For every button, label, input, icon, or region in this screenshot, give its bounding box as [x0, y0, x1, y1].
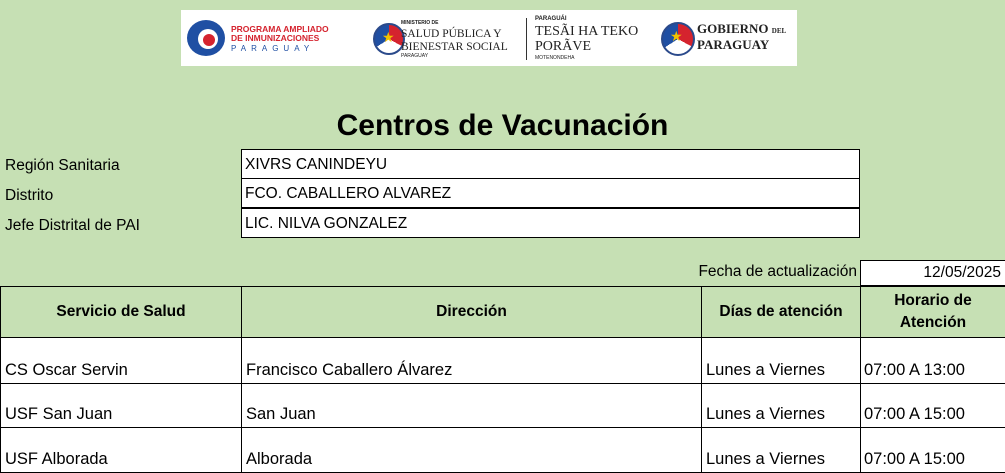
- cell-direccion[interactable]: Alborada: [242, 428, 702, 473]
- msp-logo-small: MINISTERIO DE: [401, 20, 439, 26]
- table-row: [1, 338, 1005, 384]
- cell-horario[interactable]: 07:00 A 15:00: [861, 428, 1005, 473]
- distrito-field[interactable]: [241, 178, 860, 208]
- logo-divider: [526, 18, 527, 60]
- cell-dias[interactable]: Lunes a Viernes: [702, 428, 861, 473]
- pai-logo-text: PROGRAMA AMPLIADO DE INMUNIZACIONES: [231, 25, 329, 43]
- distrito-label: Distrito: [5, 187, 53, 205]
- cell-servicio[interactable]: USF San Juan: [1, 384, 242, 428]
- gobierno-seal-icon: [661, 22, 695, 56]
- header-servicio: Servicio de Salud: [1, 287, 242, 338]
- cell-servicio[interactable]: USF Alborada: [1, 428, 242, 473]
- cell-servicio[interactable]: CS Oscar Servin: [1, 338, 242, 384]
- jefe-field[interactable]: [241, 208, 860, 238]
- page-title: Centros de Vacunación: [0, 106, 1005, 146]
- cell-direccion[interactable]: San Juan: [242, 384, 702, 428]
- header-dias: Días de atención: [702, 287, 861, 338]
- fecha-value: 12/05/2025: [923, 264, 1001, 282]
- fecha-field[interactable]: [860, 260, 1005, 286]
- cell-dias[interactable]: Lunes a Viernes: [702, 338, 861, 384]
- header-horario: Horario de Atención: [861, 287, 1005, 338]
- table-header-row: [1, 287, 1005, 338]
- cell-horario[interactable]: 07:00 A 13:00: [861, 338, 1005, 384]
- jefe-label: Jefe Distrital de PAI: [5, 217, 140, 235]
- pai-logo-icon: [187, 20, 225, 56]
- fecha-label: Fecha de actualización: [698, 263, 857, 281]
- pai-logo: [181, 10, 356, 66]
- msp-logo-text: SALUD PÚBLICA Y BIENESTAR SOCIAL: [401, 28, 508, 54]
- tesai-logo-text: TESÃI HA TEKO PORÃVE: [535, 24, 638, 54]
- gobierno-logo-text: GOBIERNO DEL PARAGUAY: [697, 22, 786, 52]
- tesai-logo-foot: MOTENONDEHA: [535, 55, 574, 61]
- cell-direccion[interactable]: Francisco Caballero Álvarez: [242, 338, 702, 384]
- table-row: [1, 384, 1005, 428]
- region-field[interactable]: [241, 149, 860, 179]
- centros-table: [0, 286, 1005, 473]
- region-value: XIVRS CANINDEYU: [245, 156, 387, 174]
- distrito-value: FCO. CABALLERO ALVAREZ: [245, 185, 451, 203]
- cell-horario[interactable]: 07:00 A 15:00: [861, 384, 1005, 428]
- logo-banner: [181, 10, 797, 66]
- msp-logo-foot: PARAGUAY: [401, 53, 428, 59]
- table-row: [1, 428, 1005, 473]
- cell-dias[interactable]: Lunes a Viernes: [702, 384, 861, 428]
- tesai-logo-small: PARAGUÁI: [535, 16, 567, 22]
- pai-logo-subtext: PARAGUAY: [231, 44, 314, 53]
- region-label: Región Sanitaria: [5, 157, 120, 175]
- header-direccion: Dirección: [242, 287, 702, 338]
- jefe-value: LIC. NILVA GONZALEZ: [245, 215, 407, 233]
